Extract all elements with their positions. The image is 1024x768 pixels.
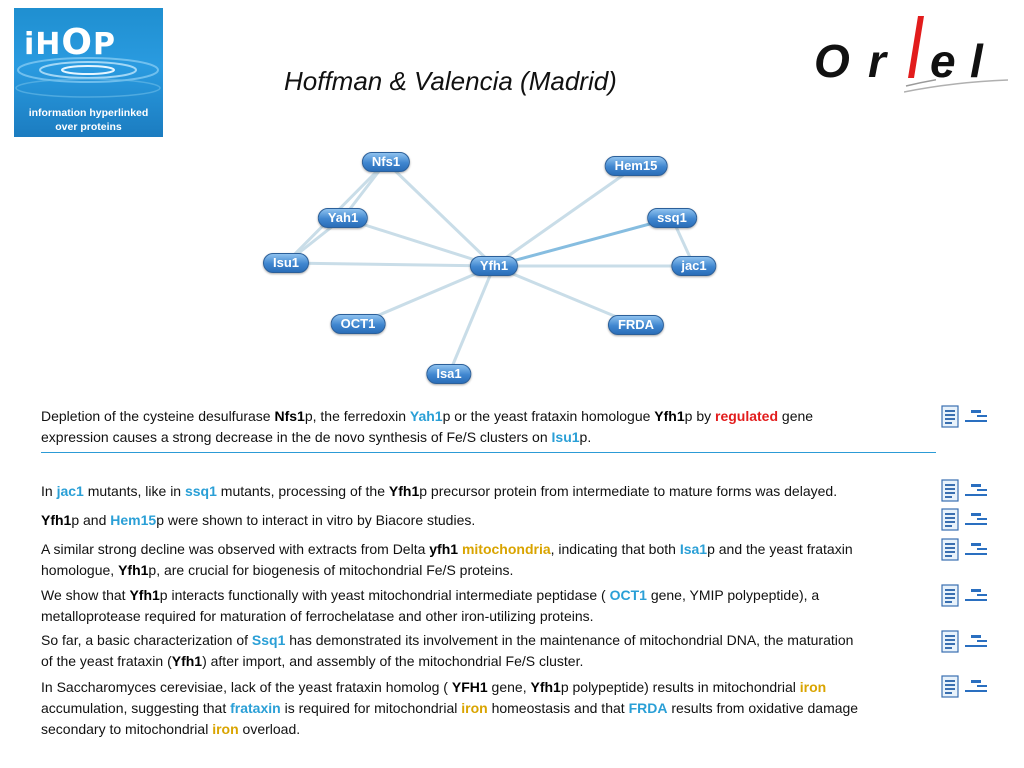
document-icon[interactable]	[942, 631, 958, 652]
query-gene-term: Yfh1	[171, 653, 203, 669]
sentence-text: p and	[71, 512, 111, 528]
document-icon[interactable]	[942, 539, 958, 560]
sentence-line	[41, 510, 941, 531]
sentence-text: homeostasis and that	[487, 700, 629, 716]
sentence-text: So far, a basic characterization of	[41, 632, 252, 648]
network-edge	[494, 218, 672, 266]
sentence-actions	[941, 675, 991, 699]
document-icon[interactable]	[942, 585, 958, 606]
query-gene-term: YFH1	[451, 679, 488, 695]
network-node-yfh1[interactable]: Yfh1	[470, 256, 518, 276]
mesh-term: iron	[212, 721, 239, 737]
network-node-oct1[interactable]: OCT1	[331, 314, 386, 334]
entity-link[interactable]: Yah1	[409, 408, 443, 424]
network-node-ssq1[interactable]: ssq1	[647, 208, 697, 228]
sentence-action-icons	[941, 479, 991, 503]
sentence-actions	[941, 508, 991, 532]
sentence-text: We show that	[41, 587, 130, 603]
ihop-tagline-line: information hyperlinked	[28, 107, 149, 119]
sentence-text: p.	[579, 429, 592, 445]
evidence-sentence	[41, 481, 941, 502]
document-icon[interactable]	[942, 676, 958, 697]
network-node-jac1[interactable]: jac1	[671, 256, 716, 276]
sentence-text: accumulation, suggesting that	[41, 700, 231, 716]
entity-link[interactable]: Isu1	[551, 429, 580, 445]
sentence-line	[41, 560, 941, 581]
sentence-line	[41, 606, 941, 627]
sentence-text: p and the yeast frataxin	[707, 541, 853, 557]
sentence-text: p, are crucial for biogenesis of mitochondrial Fe/S proteins.	[148, 562, 514, 578]
entity-link[interactable]: OCT1	[609, 587, 647, 603]
network-node-nfs1[interactable]: Nfs1	[362, 152, 410, 172]
oriel-swoosh	[904, 76, 1010, 96]
sentence-line	[41, 539, 941, 560]
sentence-line	[41, 630, 941, 651]
network-node-yah1[interactable]: Yah1	[318, 208, 368, 228]
ihop-logo	[14, 8, 163, 137]
network-edge	[494, 166, 636, 266]
sentence-text: has demonstrated its involvement in the maintenance of mitochondrial DNA, the maturation	[285, 632, 854, 648]
sentence-text: ) after import, and assembly of the mitochondrial Fe/S cluster.	[202, 653, 584, 669]
entity-link[interactable]: Ssq1	[251, 632, 286, 648]
link-icon[interactable]	[965, 484, 987, 496]
sentence-text: p precursor protein from intermediate to mature forms was delayed.	[419, 483, 838, 499]
sentence-line	[41, 677, 941, 698]
sentence-action-icons	[941, 508, 991, 532]
oriel-logo	[810, 14, 1010, 104]
sentence-text: homologue,	[41, 562, 119, 578]
query-gene-term: Yfh1	[129, 587, 160, 603]
highlight-separator	[41, 452, 936, 453]
entity-link[interactable]: ssq1	[184, 483, 217, 499]
oriel-letter: r	[868, 35, 886, 87]
sentence-text: metalloprotease required for maturation of ferrochelatase and other iron-utilizing proteins.	[41, 608, 594, 624]
evidence-sentence	[41, 677, 941, 740]
link-icon[interactable]	[965, 589, 987, 601]
evidence-sentence	[41, 539, 941, 581]
document-icon[interactable]	[942, 509, 958, 530]
entity-link[interactable]: frataxin	[230, 700, 281, 716]
ihop-letter: O	[61, 22, 94, 63]
query-gene-term: Yfh1	[654, 408, 685, 424]
ihop-letter: H	[35, 27, 62, 62]
sentence-text: mutants, like in	[83, 483, 185, 499]
sentence-line	[41, 481, 941, 502]
ihop-tagline	[14, 106, 163, 134]
sentence-action-icons	[941, 538, 991, 562]
query-gene-term: Yfh1	[41, 512, 72, 528]
sentence-text: gene, YMIP polypeptide), a	[646, 587, 820, 603]
sentence-action-icons	[941, 630, 991, 654]
evidence-sentence	[41, 585, 941, 627]
link-icon[interactable]	[965, 680, 987, 692]
link-icon[interactable]	[965, 513, 987, 525]
sentence-text: results from oxidative damage	[667, 700, 859, 716]
sentence-action-icons	[941, 675, 991, 699]
sentence-text: p were shown to interact in vitro by Biacore studies.	[156, 512, 476, 528]
sentence-text: p polypeptide) results in mitochondrial	[560, 679, 800, 695]
network-node-hem15[interactable]: Hem15	[605, 156, 668, 176]
document-icon[interactable]	[942, 406, 958, 427]
sentence-action-icons	[941, 584, 991, 608]
sentence-line	[41, 427, 941, 448]
sentence-line	[41, 406, 941, 427]
sentence-text: of the yeast frataxin (	[41, 653, 172, 669]
sentence-text: In	[41, 483, 57, 499]
network-edge	[286, 263, 494, 266]
link-icon[interactable]	[965, 635, 987, 647]
sentence-text: mutants, processing of the	[216, 483, 389, 499]
sentence-text: A similar strong decline was observed with extracts from Delta	[41, 541, 430, 557]
regulation-term: regulated	[715, 408, 779, 424]
sentence-text: In Saccharomyces cerevisiae, lack of the yeast frataxin homolog (	[41, 679, 452, 695]
interaction-network	[0, 140, 1024, 390]
evidence-sentence	[41, 406, 941, 448]
sentence-actions	[941, 405, 991, 429]
sentence-line	[41, 585, 941, 606]
sentence-text: gene	[778, 408, 814, 424]
sentence-text: p or the yeast frataxin homologue	[442, 408, 655, 424]
link-icon[interactable]	[965, 410, 987, 422]
query-gene-term: Nfs1	[274, 408, 305, 424]
entity-link[interactable]: Hem15	[110, 512, 157, 528]
ihop-wordmark	[24, 22, 163, 63]
sentence-text: overload.	[238, 721, 301, 737]
sentence-actions	[941, 479, 991, 503]
mesh-term: iron	[799, 679, 827, 695]
sentence-text: gene,	[487, 679, 531, 695]
entity-link[interactable]: jac1	[56, 483, 84, 499]
ihop-tagline-line: over proteins	[55, 121, 122, 133]
sentence-text: secondary to mitochondrial	[41, 721, 213, 737]
network-node-isa1[interactable]: Isa1	[426, 364, 471, 384]
entity-link[interactable]: Isa1	[679, 541, 708, 557]
link-icon[interactable]	[965, 543, 987, 555]
sentence-line	[41, 698, 941, 719]
oriel-letter: e	[930, 35, 956, 87]
entity-link[interactable]: FRDA	[628, 700, 668, 716]
sentence-actions	[941, 584, 991, 608]
query-gene-term: Yfh1	[530, 679, 561, 695]
mesh-term: iron	[461, 700, 488, 716]
sentence-text: , indicating that both	[550, 541, 680, 557]
network-node-frda[interactable]: FRDA	[608, 315, 664, 335]
sentence-text: Depletion of the cysteine desulfurase	[41, 408, 275, 424]
sentence-text: p, the ferredoxin	[304, 408, 410, 424]
document-icon[interactable]	[942, 480, 958, 501]
sentence-action-icons	[941, 405, 991, 429]
query-gene-term: yfh1	[429, 541, 459, 557]
sentence-text: p by	[684, 408, 715, 424]
query-gene-term: Yfh1	[118, 562, 149, 578]
sentence-actions	[941, 538, 991, 562]
query-gene-term: Yfh1	[388, 483, 420, 499]
ihop-letter: P	[93, 27, 117, 62]
sentence-text: expression causes a strong decrease in the de novo synthesis of Fe/S clusters on	[41, 429, 552, 445]
sentence-line	[41, 651, 941, 672]
oriel-letter: l	[970, 35, 983, 87]
sentence-text: p interacts functionally with yeast mitochondrial intermediate peptidase (	[159, 587, 610, 603]
oriel-letter: O	[814, 35, 850, 87]
sentence-actions	[941, 630, 991, 654]
ihop-letter: i	[24, 27, 36, 62]
evidence-sentence	[41, 510, 941, 531]
evidence-sentence	[41, 630, 941, 672]
sentence-line	[41, 719, 941, 740]
sentence-text: is required for mitochondrial	[280, 700, 462, 716]
network-node-isu1[interactable]: Isu1	[263, 253, 309, 273]
page-title: Hoffman & Valencia (Madrid)	[284, 66, 617, 96]
mesh-term: mitochondria	[461, 541, 551, 557]
